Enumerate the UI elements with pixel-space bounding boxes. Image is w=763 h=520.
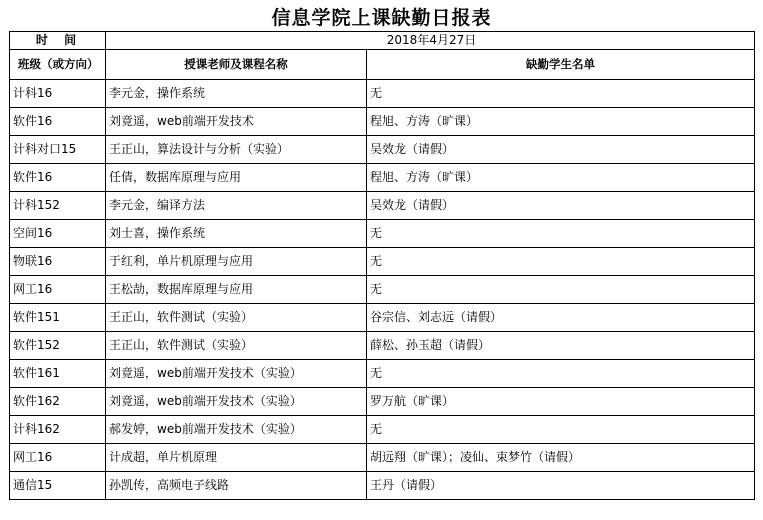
time-row <box>10 32 755 50</box>
table-row <box>10 304 755 332</box>
cell-class: 计科16 <box>10 80 106 108</box>
table-row <box>10 444 755 472</box>
cell-teacher-course: 刘竟遥，web前端开发技术（实验） <box>106 388 367 416</box>
table-row <box>10 276 755 304</box>
header-teacher-course: 授课老师及课程名称 <box>106 50 367 80</box>
cell-absent-students: 吴效龙（请假） <box>367 192 755 220</box>
cell-teacher-course: 郝发婷，web前端开发技术（实验） <box>106 416 367 444</box>
cell-absent-students: 无 <box>367 360 755 388</box>
absence-report-table <box>9 31 755 500</box>
table-body <box>10 32 755 500</box>
cell-class: 计科162 <box>10 416 106 444</box>
cell-teacher-course: 王正山，软件测试（实验） <box>106 332 367 360</box>
cell-class: 网工16 <box>10 444 106 472</box>
cell-absent-students: 程旭、方涛（旷课） <box>367 164 755 192</box>
cell-teacher-course: 李元金，操作系统 <box>106 80 367 108</box>
cell-class: 软件152 <box>10 332 106 360</box>
table-row <box>10 136 755 164</box>
cell-class: 软件162 <box>10 388 106 416</box>
cell-class: 软件161 <box>10 360 106 388</box>
cell-absent-students: 无 <box>367 80 755 108</box>
table-row <box>10 220 755 248</box>
cell-teacher-course: 于红利，单片机原理与应用 <box>106 248 367 276</box>
cell-teacher-course: 王正山，软件测试（实验） <box>106 304 367 332</box>
header-row <box>10 50 755 80</box>
cell-teacher-course: 刘士喜，操作系统 <box>106 220 367 248</box>
table-row <box>10 80 755 108</box>
cell-absent-students: 无 <box>367 248 755 276</box>
cell-class: 计科152 <box>10 192 106 220</box>
cell-teacher-course: 任倩，数据库原理与应用 <box>106 164 367 192</box>
cell-class: 物联16 <box>10 248 106 276</box>
cell-teacher-course: 王正山，算法设计与分析（实验） <box>106 136 367 164</box>
cell-class: 软件16 <box>10 108 106 136</box>
cell-teacher-course: 刘竟遥，web前端开发技术 <box>106 108 367 136</box>
table-row <box>10 192 755 220</box>
cell-class: 计科对口15 <box>10 136 106 164</box>
report-title: 信息学院上课缺勤日报表 <box>271 7 492 29</box>
cell-absent-students: 罗万航（旷课） <box>367 388 755 416</box>
table-row <box>10 388 755 416</box>
cell-absent-students: 吴效龙（请假） <box>367 136 755 164</box>
time-label: 时 间 <box>10 32 106 50</box>
cell-absent-students: 无 <box>367 220 755 248</box>
cell-teacher-course: 孙凯传，高频电子线路 <box>106 472 367 500</box>
cell-absent-students: 程旭、方涛（旷课） <box>367 108 755 136</box>
cell-absent-students: 薛松、孙玉超（请假） <box>367 332 755 360</box>
cell-class: 网工16 <box>10 276 106 304</box>
cell-class: 软件151 <box>10 304 106 332</box>
header-class: 班级（或方向） <box>10 50 106 80</box>
cell-class: 空间16 <box>10 220 106 248</box>
table-row <box>10 472 755 500</box>
cell-absent-students: 王丹（请假） <box>367 472 755 500</box>
cell-teacher-course: 计成超，单片机原理 <box>106 444 367 472</box>
table-row <box>10 164 755 192</box>
report-date: 2018年4月27日 <box>106 32 755 50</box>
cell-teacher-course: 王松劼，数据库原理与应用 <box>106 276 367 304</box>
cell-teacher-course: 刘竟遥，web前端开发技术（实验） <box>106 360 367 388</box>
cell-class: 通信15 <box>10 472 106 500</box>
cell-absent-students: 无 <box>367 276 755 304</box>
table-row <box>10 108 755 136</box>
cell-teacher-course: 李元金，编译方法 <box>106 192 367 220</box>
table-row <box>10 332 755 360</box>
cell-class: 软件16 <box>10 164 106 192</box>
cell-absent-students: 胡远翔（旷课）；凌仙、束梦竹（请假） <box>367 444 755 472</box>
table-row <box>10 360 755 388</box>
cell-absent-students: 谷宗信、刘志远（请假） <box>367 304 755 332</box>
header-absent-students: 缺勤学生名单 <box>367 50 755 80</box>
table-row <box>10 416 755 444</box>
table-row <box>10 248 755 276</box>
cell-absent-students: 无 <box>367 416 755 444</box>
